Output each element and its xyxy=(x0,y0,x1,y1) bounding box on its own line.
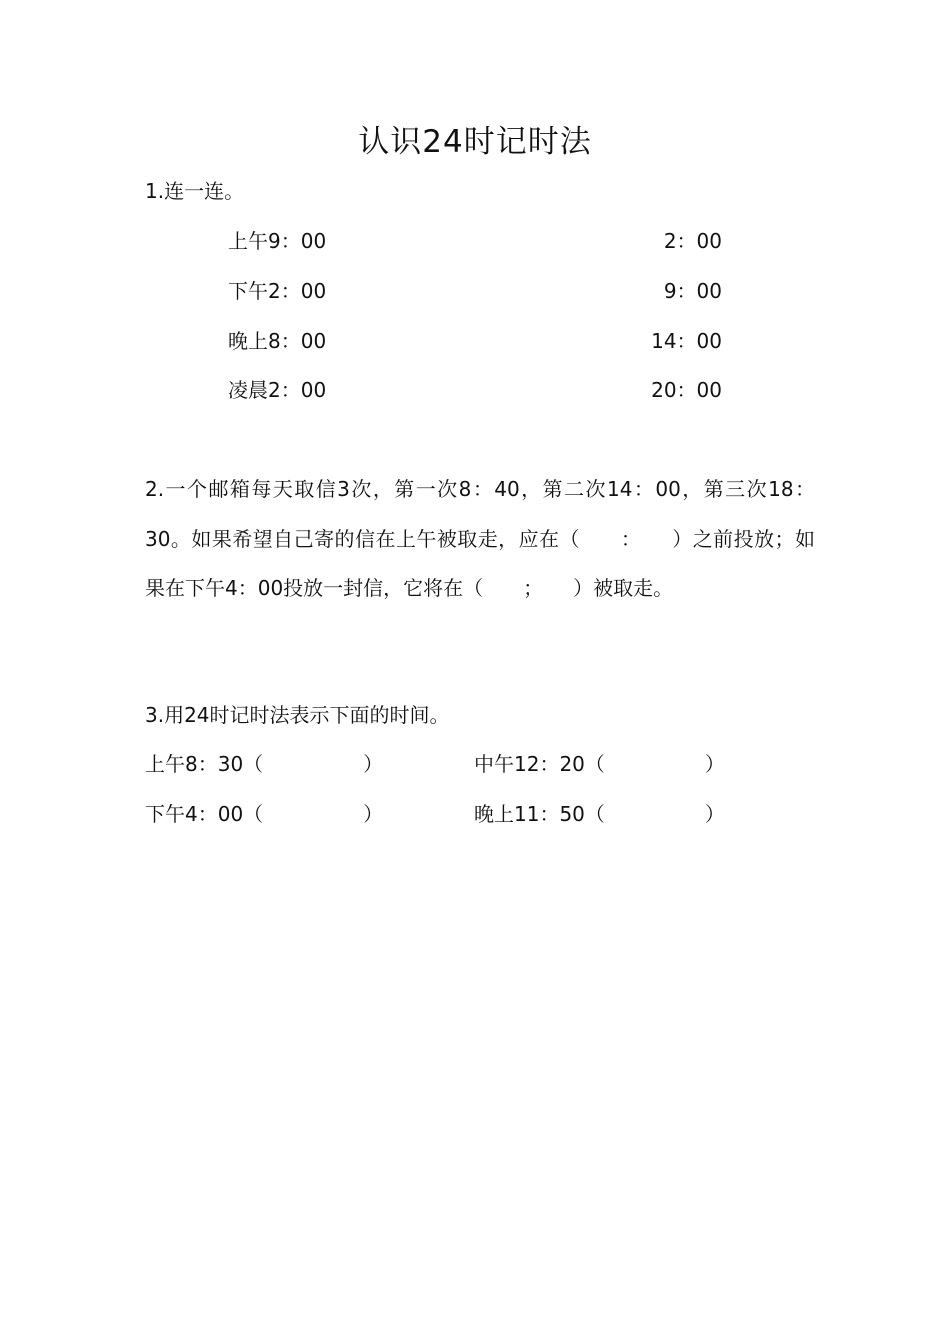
match-left-item-3: 晚上8：00 xyxy=(228,329,327,353)
match-right-item-3: 14：00 xyxy=(651,329,722,353)
time-conversion-item-2: 中午12：20（ ） xyxy=(474,752,725,776)
match-right-item-2: 9：00 xyxy=(663,279,722,303)
time-conversion-item-1: 上午8：30（ ） xyxy=(145,752,384,776)
question-1-heading: 1.连一连。 xyxy=(145,179,245,203)
match-left-item-4: 凌晨2：00 xyxy=(228,378,327,402)
question-2-text: 2.一个邮箱每天取信3次，第一次8：40，第二次14：00，第三次18：30。如果希望自己寄的信在上午被取走，应在（ ： ）之前投放；如果在下午4：00投放一封信，它将在（ ； ）被取走。 xyxy=(145,477,815,601)
match-left-item-2: 下午2：00 xyxy=(228,279,327,303)
question-3-heading: 3.用24时记时法表示下面的时间。 xyxy=(145,703,450,727)
time-conversion-item-4: 晚上11：50（ ） xyxy=(474,802,725,826)
time-conversion-item-3: 下午4：00（ ） xyxy=(145,802,384,826)
match-left-item-1: 上午9：00 xyxy=(228,229,327,253)
match-right-item-1: 2：00 xyxy=(663,229,722,253)
page-title: 认识24时记时法 xyxy=(358,124,592,160)
match-right-item-4: 20：00 xyxy=(651,378,722,402)
